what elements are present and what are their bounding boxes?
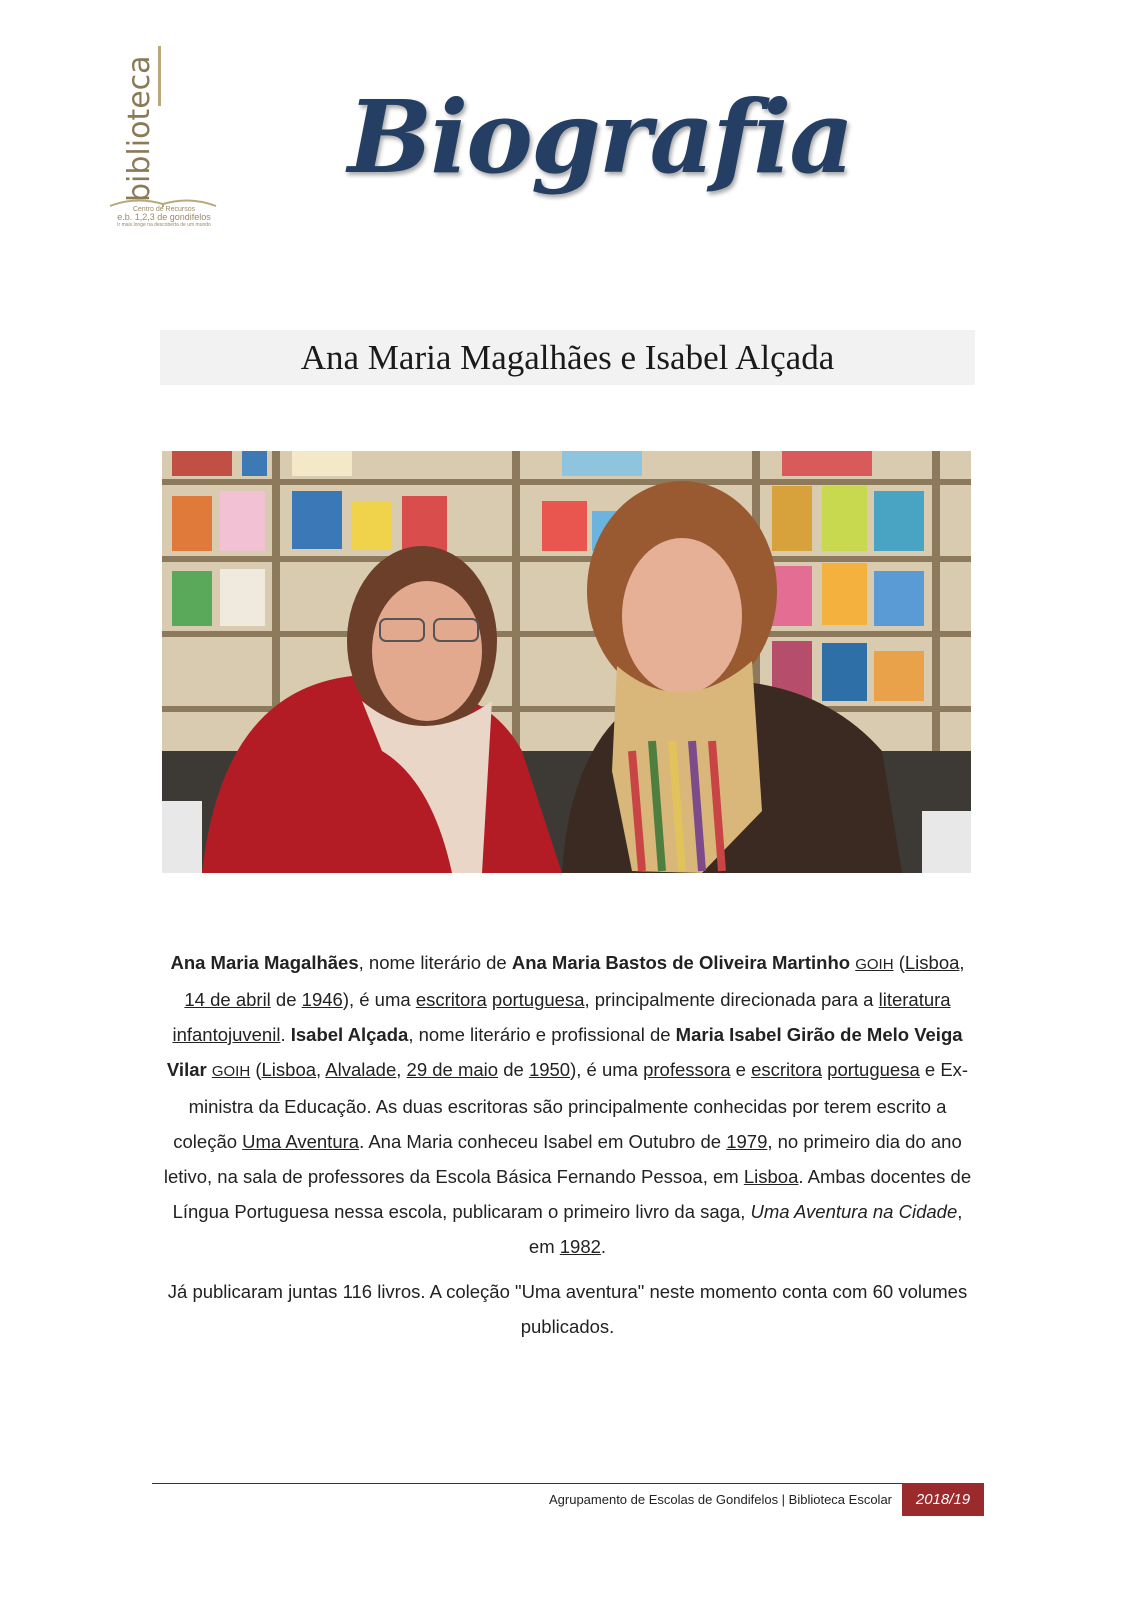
link-year[interactable]: 1950 [528, 1059, 571, 1080]
bio-text: , nome literário de [358, 952, 512, 973]
logo-caption [102, 206, 226, 228]
authors-photo [162, 451, 971, 873]
goih-link[interactable]: GOIH [855, 956, 894, 973]
bio-text: de [498, 1059, 529, 1080]
link-date[interactable]: 14 de abril [184, 989, 271, 1010]
logo-line-2: e.b. 1,2,3 de gondifelos [117, 212, 211, 223]
bio-text: , [959, 952, 965, 973]
bio-text: , no primeiro dia do ano letivo, na sala de professores da Escola Básica Fernando Pessoa, em [163, 1131, 962, 1187]
link-year[interactable]: 1946 [301, 989, 343, 1010]
bio-fullname-isabel: Maria Isabel Girão de Melo Veiga Vilar [166, 1024, 963, 1080]
bio-name-isabel: Isabel Alçada [290, 1024, 409, 1045]
page-title: Biografia [347, 78, 853, 196]
link-literatura[interactable]: literatura infantojuvenil [172, 989, 951, 1045]
bio-text: ), é uma [342, 989, 416, 1010]
bio-text: e Ex- ministra da Educação. As duas escritoras são principalmente conhecidas por terem escrito a coleção [173, 1059, 969, 1152]
link-alvalade[interactable]: Alvalade [325, 1059, 397, 1080]
link-portuguesa[interactable]: portuguesa [491, 989, 585, 1010]
bio-text: , [396, 1059, 407, 1080]
link-lisboa[interactable]: Lisboa [904, 952, 960, 973]
logo-word: biblioteca [122, 55, 157, 202]
bio-text: ), é uma [570, 1059, 644, 1080]
bio-text: . Ana Maria conheceu Isabel em Outubro de [359, 1131, 727, 1152]
link-lisboa[interactable]: Lisboa [743, 1166, 799, 1187]
bio-text: , nome literário e profissional de [408, 1024, 676, 1045]
bio-paragraph-2: Já publicaram juntas 116 livros. A coleção "Uma aventura" neste momento conta com 60 volumes publicados. [167, 1281, 968, 1337]
link-uma-aventura[interactable]: Uma Aventura [242, 1131, 360, 1152]
link-lisboa[interactable]: Lisboa [261, 1059, 317, 1080]
bio-text: , principalmente direcionada para a [584, 989, 879, 1010]
footer-year-badge: 2018/19 [902, 1483, 984, 1516]
link-escritora[interactable]: escritora [415, 989, 487, 1010]
bio-text: de [270, 989, 302, 1010]
bio-paragraph-1 [160, 945, 975, 1264]
bio-name-ana: Ana Maria Magalhães [170, 952, 359, 973]
bio-text: . [280, 1024, 291, 1045]
link-year[interactable]: 1979 [726, 1131, 768, 1152]
link-portuguesa[interactable]: portuguesa [827, 1059, 920, 1080]
bio-text: e [730, 1059, 752, 1080]
book-title: Uma Aventura na Cidade [750, 1201, 958, 1222]
bio-text: . [600, 1236, 607, 1257]
biography-text [160, 945, 975, 1354]
link-year[interactable]: 1982 [559, 1236, 601, 1257]
bio-text: ( [250, 1059, 262, 1080]
link-professora[interactable]: professora [643, 1059, 731, 1080]
logo-line-1: Centro de Recursos [132, 206, 196, 213]
subject-name: Ana Maria Magalhães e Isabel Alçada [160, 330, 975, 385]
bio-text: . Ambas docentes de Língua Portuguesa nessa escola, publicaram o primeiro livro da saga, [172, 1166, 972, 1222]
bio-text: , em [528, 1201, 963, 1257]
link-escritora[interactable]: escritora [751, 1059, 823, 1080]
logo-line-3: Ir mais longe na descoberta de um mundo [117, 221, 211, 228]
bio-text: ( [893, 952, 905, 973]
bio-text: , [316, 1059, 326, 1080]
link-date[interactable]: 29 de maio [406, 1059, 499, 1080]
bio-fullname-ana: Ana Maria Bastos de Oliveira Martinho [511, 952, 851, 973]
footer-text: Agrupamento de Escolas de Gondifelos | Biblioteca Escolar [548, 1492, 892, 1507]
goih-link[interactable]: GOIH [211, 1063, 251, 1080]
